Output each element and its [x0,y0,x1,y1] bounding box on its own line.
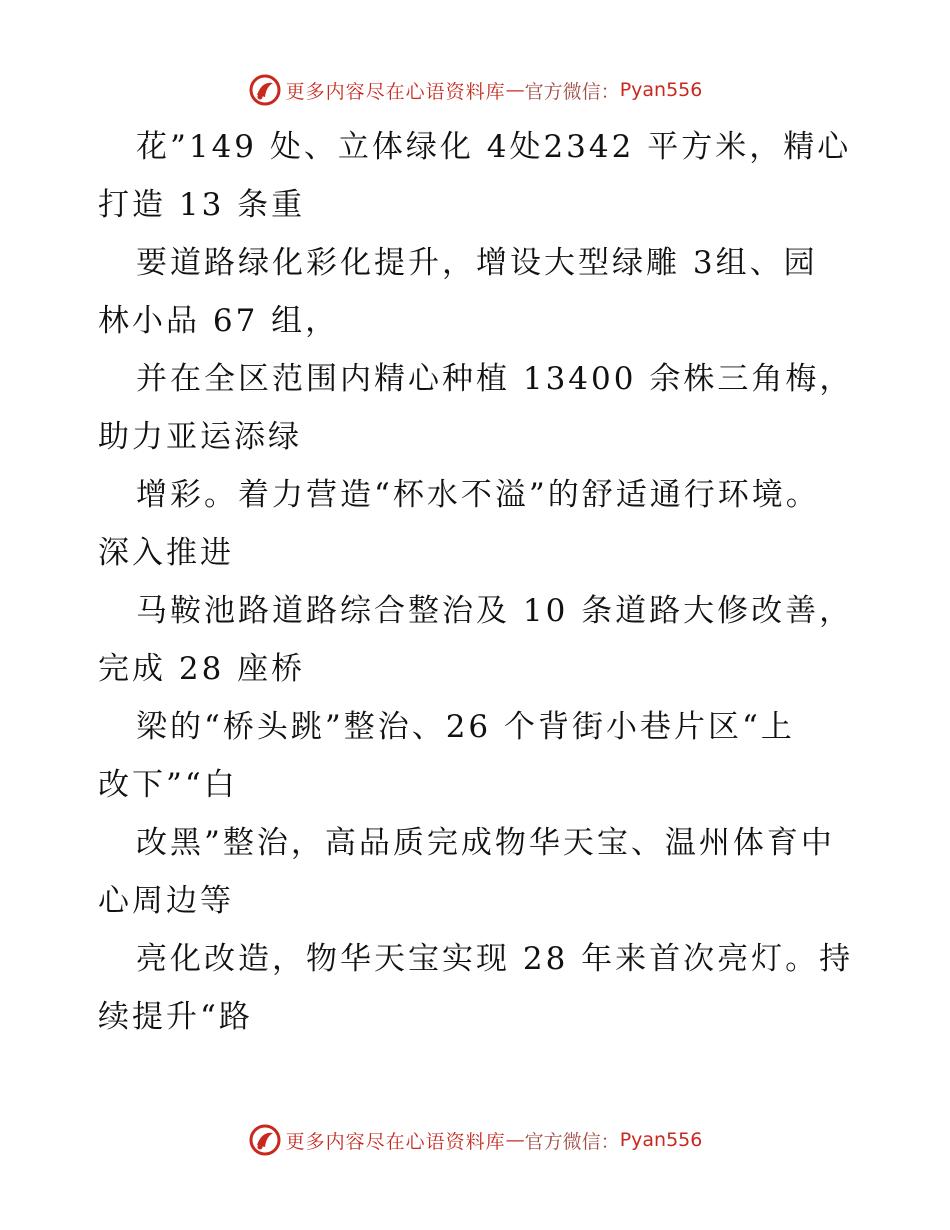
text-line: 梁的“桥头跳”整治、26 个背街小巷片区“上 [136,709,795,745]
header-separator: — [505,79,525,101]
footer-separator: — [505,1129,525,1151]
text-line: 林小品 67 组， [98,303,340,339]
text-line: 并在全区范围内精心种植 13400 余株三角梅， [136,361,854,397]
text-line: 增彩。着力营造“杯水不溢”的舒适通行环境。 [136,477,820,513]
header-wechat-id: Pyan556 [619,79,703,101]
text-line: 花”149 处、立体绿化 4处2342 平方米，精心 [136,129,852,165]
footer-wechat-label: 官方微信： [524,1130,620,1153]
text-line: 深入推进 [98,535,234,571]
text-line: 改下”“白 [98,767,238,803]
text-line: 亮化改造，物华天宝实现 28 年来首次亮灯。持 [136,941,854,977]
text-line: 改黑”整治，高品质完成物华天宝、温州体育中 [136,825,835,861]
red-swirl-logo-icon [248,73,282,107]
text-line: 续提升“路 [98,999,253,1035]
document-body [98,118,858,1046]
header-brand: 更多内容尽在心语资料库 [285,80,506,103]
red-swirl-logo-icon [248,1123,282,1157]
text-line: 助力亚运添绿 [98,419,302,455]
header-banner [0,70,950,110]
text-line: 要道路绿化彩化提升，增设大型绿雕 3组、园 [136,245,818,281]
footer-wechat-id: Pyan556 [619,1129,703,1151]
text-line: 完成 28 座桥 [98,651,306,687]
text-line: 马鞍池路道路综合整治及 10 条道路大修改善， [136,593,854,629]
text-line: 打造 13 条重 [98,187,306,223]
footer-brand: 更多内容尽在心语资料库 [285,1130,506,1153]
header-wechat-label: 官方微信： [524,80,620,103]
text-line: 心周边等 [98,883,234,919]
footer-banner [0,1120,950,1160]
